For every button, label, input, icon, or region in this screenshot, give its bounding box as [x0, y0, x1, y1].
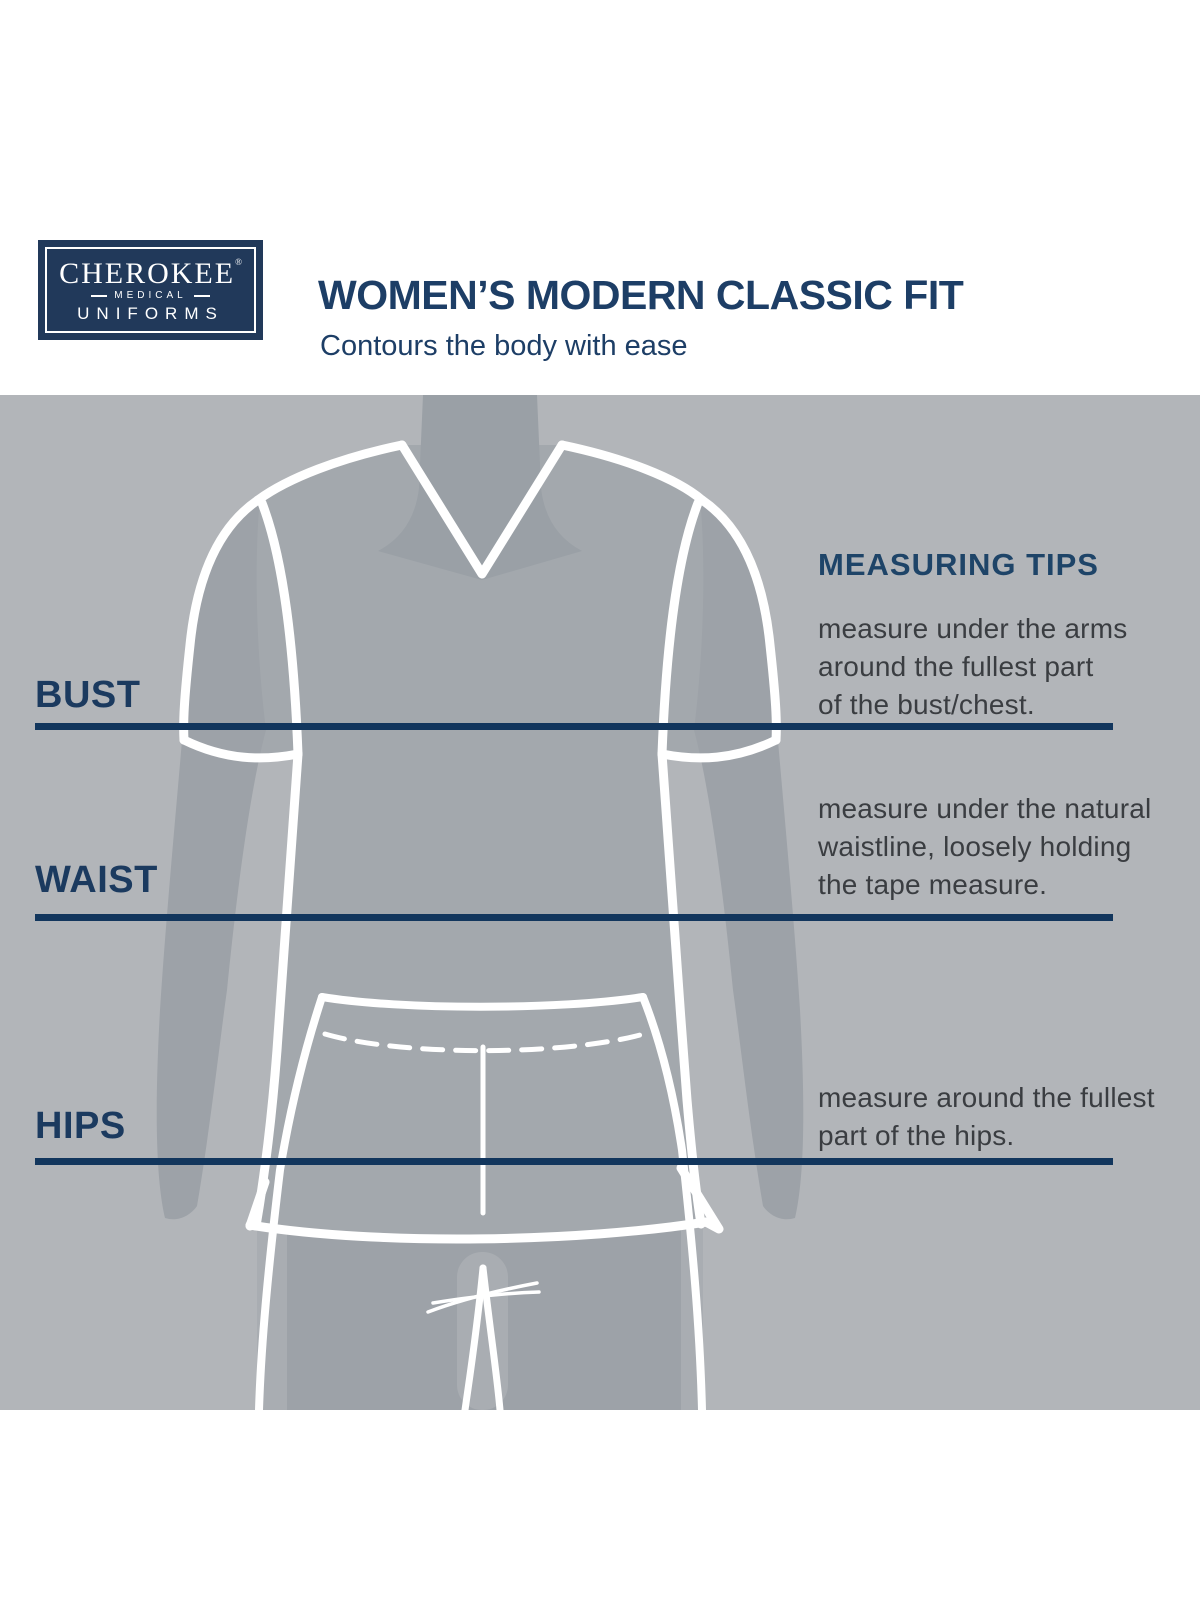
- waist-measure-line: [35, 914, 1113, 921]
- medical-dash-right: [194, 295, 210, 297]
- bust-measure-line: [35, 723, 1113, 730]
- page-subtitle: Contours the body with ease: [320, 330, 688, 362]
- bust-label: BUST: [35, 674, 141, 716]
- hips-tip-line2: part of the hips.: [818, 1120, 1015, 1151]
- bust-tip: [818, 610, 1127, 724]
- hips-label: HIPS: [35, 1105, 126, 1147]
- brand-product-line: UNIFORMS: [77, 304, 224, 323]
- brand-division-text: MEDICAL: [114, 290, 187, 301]
- bust-tip-line2: around the fullest part: [818, 651, 1094, 682]
- hips-measure-line: [35, 1158, 1113, 1165]
- brand-name-text: CHEROKEE: [59, 257, 236, 290]
- hips-tip: [818, 1079, 1155, 1155]
- registered-mark: ®: [235, 257, 242, 267]
- hips-tip-line1: measure around the fullest: [818, 1082, 1155, 1113]
- brand-division: [91, 291, 209, 301]
- waist-tip-line2: waistline, loosely holding: [818, 831, 1132, 862]
- brand-logo-frame: [45, 247, 256, 333]
- waist-tip: [818, 790, 1151, 904]
- brand-name: [59, 258, 242, 289]
- waist-tip-line1: measure under the natural: [818, 793, 1152, 824]
- bust-tip-line3: of the bust/chest.: [818, 689, 1035, 720]
- brand-logo: [38, 240, 263, 340]
- bust-tip-line1: measure under the arms: [818, 613, 1128, 644]
- page-title: WOMEN’S MODERN CLASSIC FIT: [318, 272, 964, 319]
- measuring-tips-heading: MEASURING TIPS: [818, 547, 1099, 582]
- medical-dash-left: [91, 295, 107, 297]
- waist-tip-line3: the tape measure.: [818, 869, 1048, 900]
- waist-label: WAIST: [35, 859, 158, 901]
